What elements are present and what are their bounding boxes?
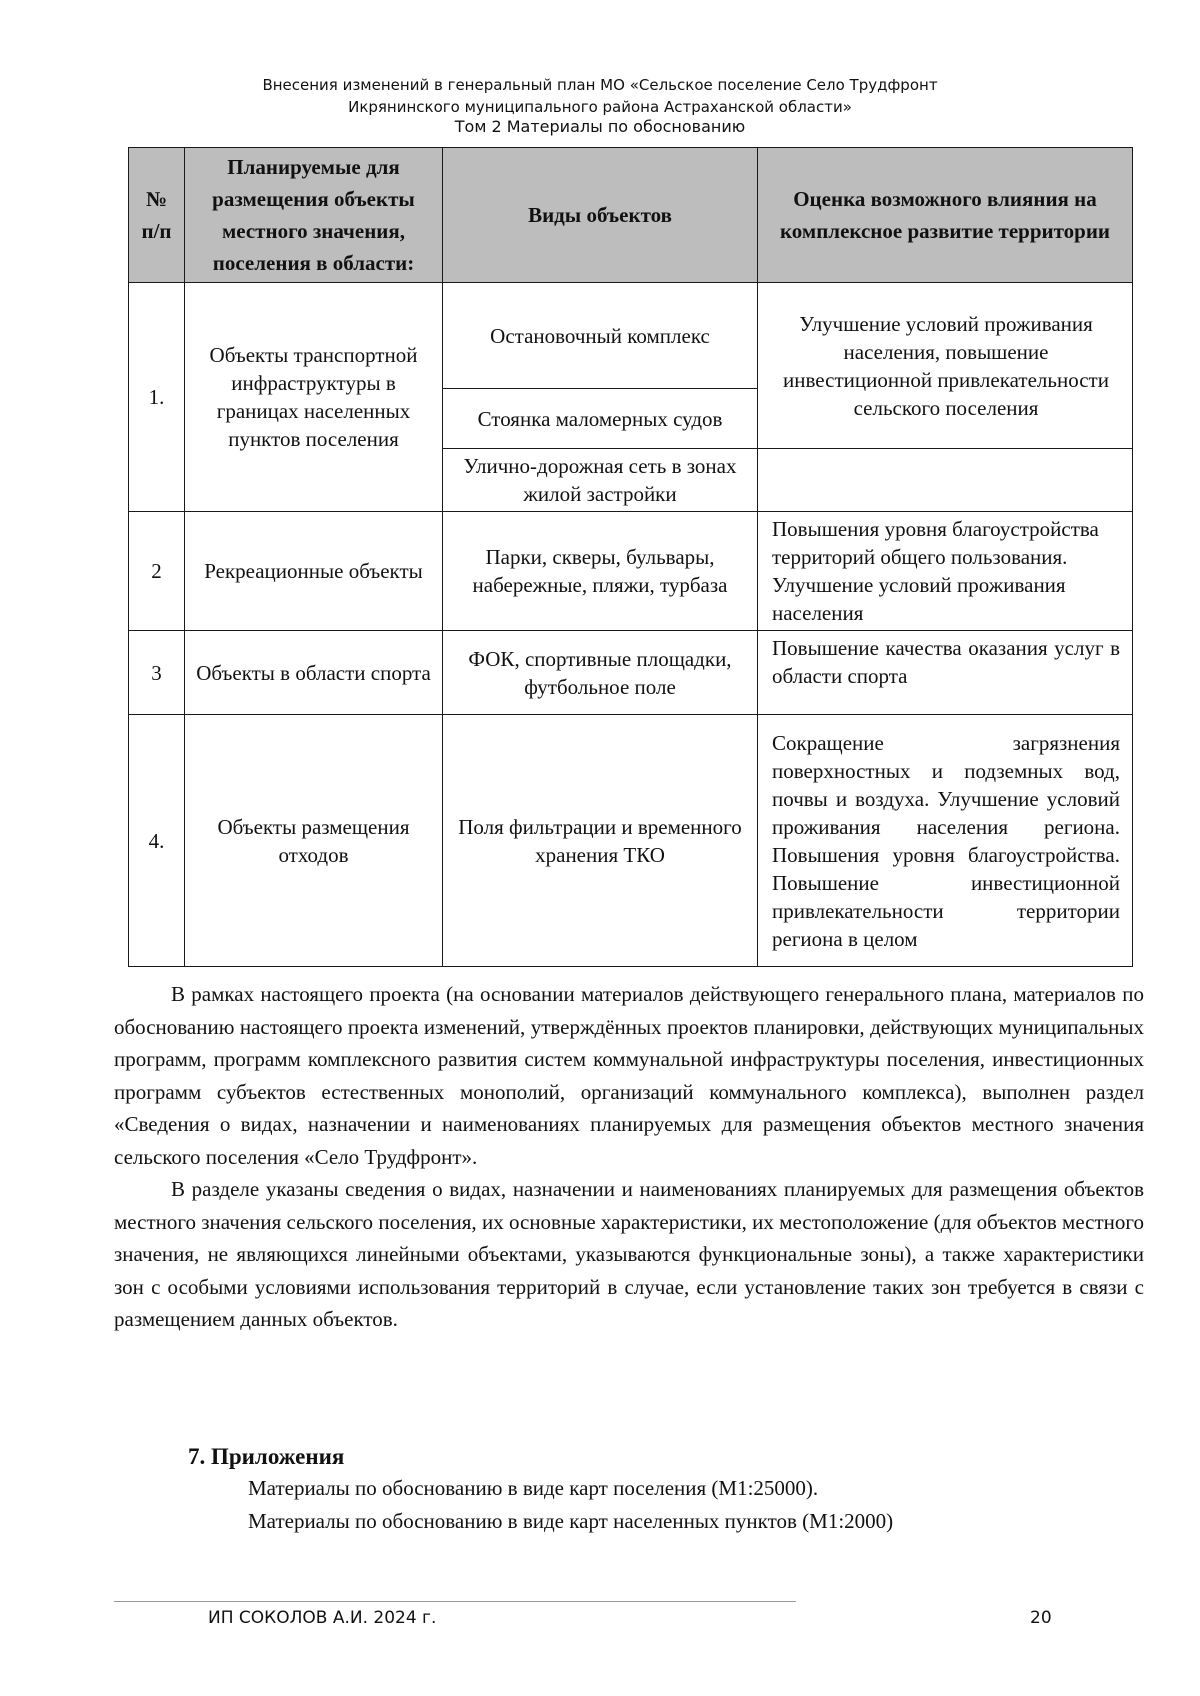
footer-author: ИП СОКОЛОВ А.И. 2024 г. xyxy=(208,1608,437,1628)
header-num: № п/п xyxy=(129,148,185,283)
row-num: 4. xyxy=(129,715,185,967)
header-effect: Оценка возможного влияния на комплексное развитие территории xyxy=(758,148,1133,283)
row-effect: Сокращение загрязнения поверхностных и подземных вод, почвы и воздуха. Улучшение условий проживания населения региона. Повышения уровня благоустройства. Повышение инвестиционной привлекательности территории региона в целом xyxy=(758,715,1133,967)
appendix-list xyxy=(248,1472,893,1538)
row-num: 1. xyxy=(129,283,185,512)
paragraph-1: В рамках настоящего проекта (на основании материалов действующего генерального плана, материалов по обоснованию настоящего проекта изменений, утверждённых проектов планировки, действующих муниципальных программ, программ комплексного развития систем коммунальной инфраструктуры поселения, инвестиционных программ субъектов естественных монополий, организаций коммунального комплекса), выполнен раздел «Сведения о видах, назначении и наименованиях планируемых для размещения объектов местного значения сельского поселения «Село Трудфронт». xyxy=(114,982,1144,1169)
table-row xyxy=(129,512,1133,631)
appendix-item: Материалы по обоснованию в виде карт поселения (М1:25000). xyxy=(248,1476,819,1500)
row-category: Рекреационные объекты xyxy=(185,512,443,631)
table-row xyxy=(129,283,1133,389)
row-effect: Улучшение условий проживания населения, повышение инвестиционной привлекательности сельского поселения xyxy=(758,283,1133,449)
header-line-1: Внесения изменений в генеральный план МО «Сельское поселение Село Трудфронт xyxy=(262,76,938,94)
table-row xyxy=(129,631,1133,715)
row-effect: Повышения уровня благоустройства территорий общего пользования. Улучшение условий проживания населения xyxy=(758,512,1133,631)
row-type: Поля фильтрации и временного хранения ТКО xyxy=(443,715,758,967)
header-category: Планируемые для размещения объекты местного значения, поселения в области: xyxy=(185,148,443,283)
objects-table xyxy=(128,147,1133,967)
row-type: ФОК, спортивные площадки, футбольное поле xyxy=(443,631,758,715)
row-type: Стоянка маломерных судов xyxy=(443,389,758,449)
row-category: Объекты в области спорта xyxy=(185,631,443,715)
row-num: 3 xyxy=(129,631,185,715)
table-row xyxy=(129,715,1133,967)
header-types: Виды объектов xyxy=(443,148,758,283)
row-type: Улично-дорожная сеть в зонах жилой застройки xyxy=(443,449,758,512)
row-effect: Повышение качества оказания услуг в области спорта xyxy=(758,631,1133,715)
page-header xyxy=(0,74,1200,136)
appendix-item: Материалы по обоснованию в виде карт населенных пунктов (М1:2000) xyxy=(248,1509,894,1533)
body-text xyxy=(114,978,1144,1336)
row-num: 2 xyxy=(129,512,185,631)
row-category: Объекты транспортной инфраструктуры в границах населенных пунктов поселения xyxy=(185,283,443,512)
appendix-title: 7. Приложения xyxy=(188,1444,345,1469)
row-type: Парки, скверы, бульвары, набережные, пляжи, турбаза xyxy=(443,512,758,631)
table-header-row xyxy=(129,148,1133,283)
row-type: Остановочный комплекс xyxy=(443,283,758,389)
row-category: Объекты размещения отходов xyxy=(185,715,443,967)
header-volume: Том 2 Материалы по обоснованию xyxy=(454,117,746,136)
page-number: 20 xyxy=(1030,1608,1052,1628)
header-line-2: Икрянинского муниципального района Астраханской области» xyxy=(348,98,852,116)
paragraph-2: В разделе указаны сведения о видах, назначении и наименованиях планируемых для размещения объектов местного значения сельского поселения, их основные характеристики, их местоположение (для объектов местного значения, не являющихся линейными объектами, указываются функциональные зоны), а также характеристики зон с особыми условиями использования территорий в случае, если установление таких зон требуется в связи с размещением данных объектов. xyxy=(114,1177,1144,1331)
row-effect-empty xyxy=(758,449,1133,512)
footer-divider xyxy=(114,1601,796,1602)
